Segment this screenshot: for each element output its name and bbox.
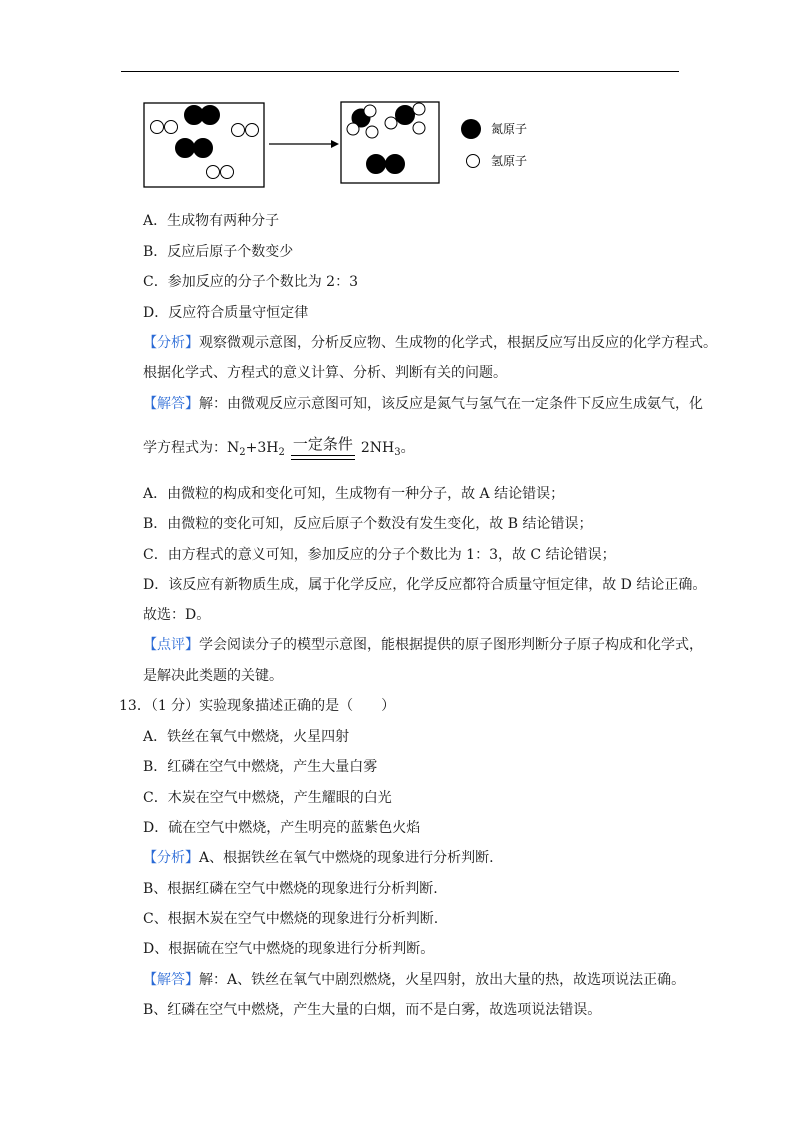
- answer-item-d: D．该反应有新物质生成，属于化学反应，化学反应都符合质量守恒定律，故 D 结论正确。: [143, 577, 707, 593]
- n2-molecule: [176, 139, 213, 158]
- option-d: D．反应符合质量守恒定律: [143, 305, 309, 321]
- reaction-condition: 一定条件: [291, 434, 355, 458]
- n2-molecule: [367, 155, 405, 174]
- answer-tag: 【解答】: [143, 396, 199, 412]
- comment-tag: 【点评】: [143, 637, 199, 653]
- q13-answer-tag: 【解答】: [143, 972, 199, 988]
- question-13-stem: 13．（1 分）实验现象描述正确的是（ ）: [119, 698, 396, 714]
- answer-item-c: C．由方程式的意义可知，参加反应的分子个数比为 1：3，故 C 结论错误；: [143, 547, 616, 563]
- chemical-equation: 学方程式为：$N_2+3H_2$ 一定条件 $2NH_3$。: [143, 435, 415, 458]
- answer-line-1: 【解答】解：由微观反应示意图可知，该反应是氮气与氢气在一定条件下反应生成氨气，化: [143, 396, 703, 412]
- answer-choice: 故选：D。: [143, 607, 211, 623]
- analysis-tag: 【分析】: [143, 335, 199, 351]
- comment-line-1: 【点评】学会阅读分子的模型示意图，能根据提供的原子图形判断分子原子构成和化学式，: [143, 637, 703, 653]
- n2-molecule: [185, 106, 220, 125]
- h2-molecule: [207, 166, 234, 179]
- analysis-line-2: 根据化学式、方程式的意义计算、分析、判断有关的问题。: [143, 365, 507, 381]
- answer-item-b: B．由微粒的变化可知，反应后原子个数没有发生变化，故 B 结论错误；: [143, 516, 593, 532]
- reaction-diagram: [143, 97, 543, 189]
- q13-analysis-line-3: C、根据木炭在空气中燃烧的现象进行分析判断.: [143, 911, 439, 927]
- option-c: C．参加反应的分子个数比为 2：3: [143, 274, 358, 290]
- legend-hydrogen-label: 氢原子: [491, 154, 528, 168]
- h2-molecule: [151, 121, 178, 134]
- q13-option-b: B．红磷在空气中燃烧，产生大量白雾: [143, 759, 378, 775]
- hydrogen-atom-legend-icon: [467, 155, 480, 168]
- q13-answer-line-1: 【解答】解：A、铁丝在氧气中剧烈燃烧，火星四射，放出大量的热，故选项说法正确。: [143, 972, 686, 988]
- q13-analysis-line-1: 【分析】A、根据铁丝在氧气中燃烧的现象进行分析判断.: [143, 850, 494, 866]
- header-rule: [121, 71, 679, 72]
- q13-analysis-line-4: D、根据硫在空气中燃烧的现象进行分析判断。: [143, 941, 435, 957]
- option-b: B．反应后原子个数变少: [143, 244, 294, 260]
- q13-analysis-tag: 【分析】: [143, 850, 199, 866]
- q13-option-c: C．木炭在空气中燃烧，产生耀眼的白光: [143, 790, 392, 806]
- comment-line-2: 是解决此类题的关键。: [143, 668, 283, 684]
- q13-analysis-line-2: B、根据红磷在空气中燃烧的现象进行分析判断.: [143, 881, 438, 897]
- nh3-molecule: [385, 103, 425, 134]
- nitrogen-atom-legend-icon: [461, 119, 481, 139]
- answer-item-a: A．由微粒的构成和变化可知，生成物有一种分子，故 A 结论错误；: [143, 486, 565, 502]
- h2-molecule: [232, 124, 259, 137]
- option-a: A．生成物有两种分子: [143, 213, 280, 229]
- q13-answer-line-2: B、红磷在空气中燃烧，产生大量的白烟，而不是白雾，故选项说法错误。: [143, 1002, 602, 1018]
- q13-option-d: D．硫在空气中燃烧，产生明亮的蓝紫色火焰: [143, 820, 421, 836]
- reaction-arrow: [269, 140, 339, 148]
- analysis-line-1: 【分析】观察微观示意图，分析反应物、生成物的化学式，根据反应写出反应的化学方程式。: [143, 335, 717, 351]
- q13-option-a: A．铁丝在氧气中燃烧，火星四射: [143, 729, 350, 745]
- nh3-molecule: [347, 105, 378, 138]
- legend-nitrogen-label: 氮原子: [491, 122, 528, 136]
